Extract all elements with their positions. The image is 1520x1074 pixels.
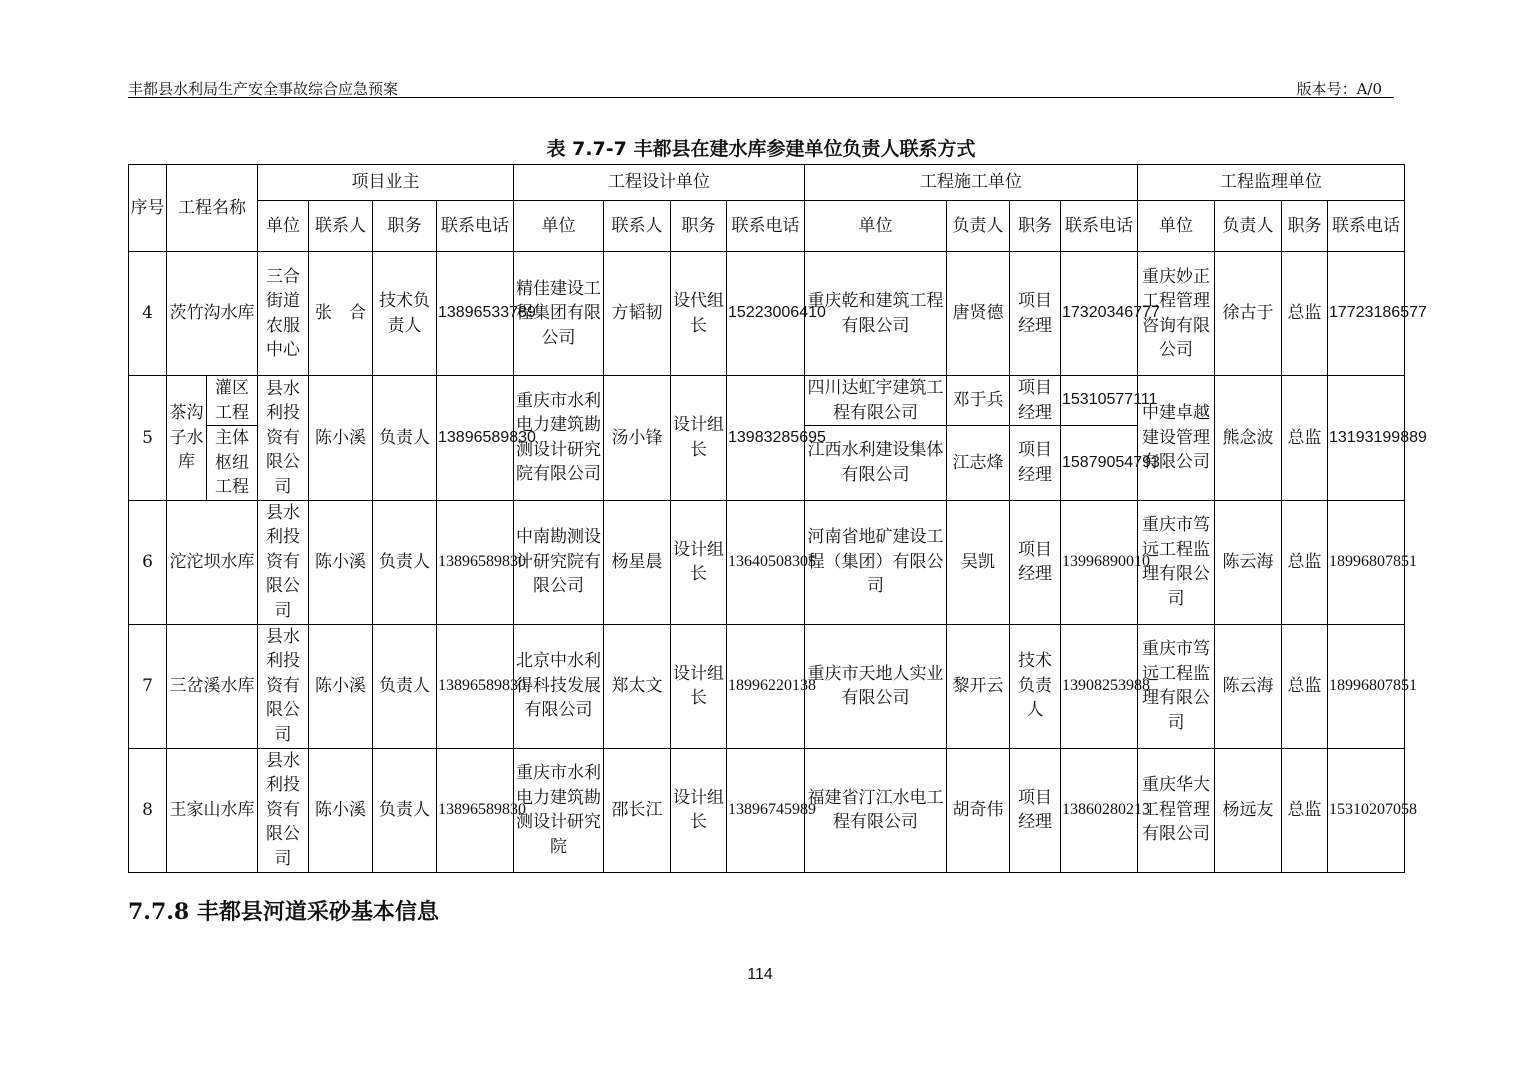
supervision-title: 总监	[1282, 252, 1328, 376]
construction-phone: 15310577111	[1061, 376, 1138, 426]
owner-contact: 张 合	[309, 252, 373, 376]
owner-contact: 陈小溪	[309, 376, 373, 501]
design-phone: 13983285695	[727, 376, 805, 501]
row-project-part: 主体枢纽工程	[207, 426, 258, 501]
construction-unit: 重庆乾和建筑工程有限公司	[805, 252, 947, 376]
construction-phone: 15879054793	[1061, 426, 1138, 501]
design-contact: 邵长江	[604, 748, 671, 872]
row-seq: 8	[129, 748, 167, 872]
row-project-name: 三岔溪水库	[167, 624, 258, 748]
subheader-phone: 联系电话	[1328, 201, 1405, 252]
owner-unit: 三合街道农服中心	[258, 252, 309, 376]
construction-title: 项目经理	[1010, 252, 1061, 376]
subheader-leader: 负责人	[1215, 201, 1282, 252]
section-heading: 7.7.8 丰都县河道采砂基本信息	[128, 899, 439, 925]
construction-unit: 福建省汀江水电工程有限公司	[805, 748, 947, 872]
design-contact: 郑太文	[604, 624, 671, 748]
header-group-owner: 项目业主	[258, 165, 514, 201]
supervision-phone: 13193199889	[1328, 376, 1405, 501]
supervision-unit: 中建卓越建设管理有限公司	[1138, 376, 1215, 501]
design-title: 设计组长	[671, 624, 727, 748]
design-phone: 15223006410	[727, 252, 805, 376]
design-unit: 重庆市水利电力建筑勘测设计研究院有限公司	[514, 376, 604, 501]
owner-unit: 县水利投资有限公司	[258, 376, 309, 501]
page-number: 114	[747, 966, 773, 983]
subheader-unit: 单位	[514, 201, 604, 252]
table-row	[129, 624, 1405, 748]
owner-title: 负责人	[373, 376, 437, 501]
owner-unit: 县水利投资有限公司	[258, 624, 309, 748]
subheader-leader: 负责人	[947, 201, 1010, 252]
supervision-leader: 熊念波	[1215, 376, 1282, 501]
subheader-title: 职务	[1282, 201, 1328, 252]
subheader-phone: 联系电话	[1061, 201, 1138, 252]
row-seq: 7	[129, 624, 167, 748]
design-contact: 杨星晨	[604, 500, 671, 624]
design-phone: 18996220138	[727, 624, 805, 748]
owner-phone: 13896589830	[437, 376, 514, 501]
construction-title: 项目经理	[1010, 426, 1061, 501]
supervision-title: 总监	[1282, 624, 1328, 748]
owner-title: 负责人	[373, 624, 437, 748]
design-unit: 重庆市水利电力建筑勘测设计研究院	[514, 748, 604, 872]
table-row	[129, 252, 1405, 376]
design-unit: 北京中水利得科技发展有限公司	[514, 624, 604, 748]
design-unit: 精佳建设工程集团有限公司	[514, 252, 604, 376]
row-project-name: 沱沱坝水库	[167, 500, 258, 624]
contact-table	[128, 164, 1427, 873]
subheader-phone: 联系电话	[727, 201, 805, 252]
design-phone: 13896745989	[727, 748, 805, 872]
construction-phone: 13860280213	[1061, 748, 1138, 872]
design-title: 设计组长	[671, 500, 727, 624]
owner-phone: 13896589830	[437, 500, 514, 624]
supervision-phone: 15310207058	[1328, 748, 1405, 872]
owner-title: 负责人	[373, 500, 437, 624]
construction-title: 项目经理	[1010, 500, 1061, 624]
owner-contact: 陈小溪	[309, 748, 373, 872]
owner-title: 负责人	[373, 748, 437, 872]
construction-leader: 江志烽	[947, 426, 1010, 501]
construction-unit: 河南省地矿建设工程（集团）有限公司	[805, 500, 947, 624]
table-row	[129, 500, 1405, 624]
subheader-contact: 联系人	[309, 201, 373, 252]
header-project-name: 工程名称	[167, 165, 258, 252]
construction-leader: 胡奇伟	[947, 748, 1010, 872]
owner-phone: 13896533789	[437, 252, 514, 376]
header-seq: 序号	[129, 165, 167, 252]
design-title: 设代组长	[671, 252, 727, 376]
table-caption: 表 7.7-7 丰都县在建水库参建单位负责人联系方式	[546, 138, 976, 160]
supervision-leader: 杨远友	[1215, 748, 1282, 872]
owner-contact: 陈小溪	[309, 624, 373, 748]
design-phone: 13640508305	[727, 500, 805, 624]
construction-title: 项目经理	[1010, 748, 1061, 872]
header-group-supervision: 工程监理单位	[1138, 165, 1405, 201]
supervision-phone: 18996807851	[1328, 500, 1405, 624]
design-title: 设计组长	[671, 748, 727, 872]
table-row	[129, 376, 1405, 426]
construction-leader: 邓于兵	[947, 376, 1010, 426]
supervision-unit: 重庆华大工程管理有限公司	[1138, 748, 1215, 872]
subheader-unit: 单位	[258, 201, 309, 252]
owner-unit: 县水利投资有限公司	[258, 500, 309, 624]
supervision-unit: 重庆市笃远工程监理有限公司	[1138, 624, 1215, 748]
owner-phone: 13896589830	[437, 624, 514, 748]
subheader-unit: 单位	[805, 201, 947, 252]
construction-phone: 13996890010	[1061, 500, 1138, 624]
construction-leader: 吴凯	[947, 500, 1010, 624]
row-seq: 5	[129, 376, 167, 501]
subheader-title: 职务	[1010, 201, 1061, 252]
row-seq: 6	[129, 500, 167, 624]
design-contact: 汤小锋	[604, 376, 671, 501]
owner-title: 技术负责人	[373, 252, 437, 376]
header-group-design: 工程设计单位	[514, 165, 805, 201]
row-project-name: 茶沟子水库	[167, 376, 207, 501]
header-divider	[128, 97, 1394, 98]
subheader-title: 职务	[373, 201, 437, 252]
subheader-title: 职务	[671, 201, 727, 252]
construction-unit: 四川达虹宇建筑工程有限公司	[805, 376, 947, 426]
supervision-leader: 徐古于	[1215, 252, 1282, 376]
subheader-phone: 联系电话	[437, 201, 514, 252]
header-group-construction: 工程施工单位	[805, 165, 1138, 201]
supervision-phone: 18996807851	[1328, 624, 1405, 748]
construction-unit: 重庆市天地人实业有限公司	[805, 624, 947, 748]
supervision-leader: 陈云海	[1215, 624, 1282, 748]
owner-phone: 13896589830	[437, 748, 514, 872]
construction-title: 项目经理	[1010, 376, 1061, 426]
document-header-title: 丰都县水利局生产安全事故综合应急预案	[128, 80, 399, 98]
owner-unit: 县水利投资有限公司	[258, 748, 309, 872]
row-project-part: 灌区工程	[207, 376, 258, 426]
construction-title: 技术负责人	[1010, 624, 1061, 748]
owner-contact: 陈小溪	[309, 500, 373, 624]
supervision-unit: 重庆市笃远工程监理有限公司	[1138, 500, 1215, 624]
supervision-leader: 陈云海	[1215, 500, 1282, 624]
supervision-title: 总监	[1282, 500, 1328, 624]
construction-leader: 唐贤德	[947, 252, 1010, 376]
table-row	[129, 748, 1405, 872]
subheader-unit: 单位	[1138, 201, 1215, 252]
construction-phone: 17320346777	[1061, 252, 1138, 376]
subheader-contact: 联系人	[604, 201, 671, 252]
row-project-name: 王家山水库	[167, 748, 258, 872]
construction-leader: 黎开云	[947, 624, 1010, 748]
supervision-title: 总监	[1282, 748, 1328, 872]
design-contact: 方韬韧	[604, 252, 671, 376]
supervision-phone: 17723186577	[1328, 252, 1405, 376]
design-title: 设计组长	[671, 376, 727, 501]
construction-unit: 江西水利建设集体有限公司	[805, 426, 947, 501]
design-unit: 中南勘测设计研究院有限公司	[514, 500, 604, 624]
construction-phone: 13908253988	[1061, 624, 1138, 748]
supervision-title: 总监	[1282, 376, 1328, 501]
document-version: 版本号：A/0	[1296, 80, 1382, 98]
row-seq: 4	[129, 252, 167, 376]
supervision-unit: 重庆妙正工程管理咨询有限公司	[1138, 252, 1215, 376]
row-project-name: 茨竹沟水库	[167, 252, 258, 376]
